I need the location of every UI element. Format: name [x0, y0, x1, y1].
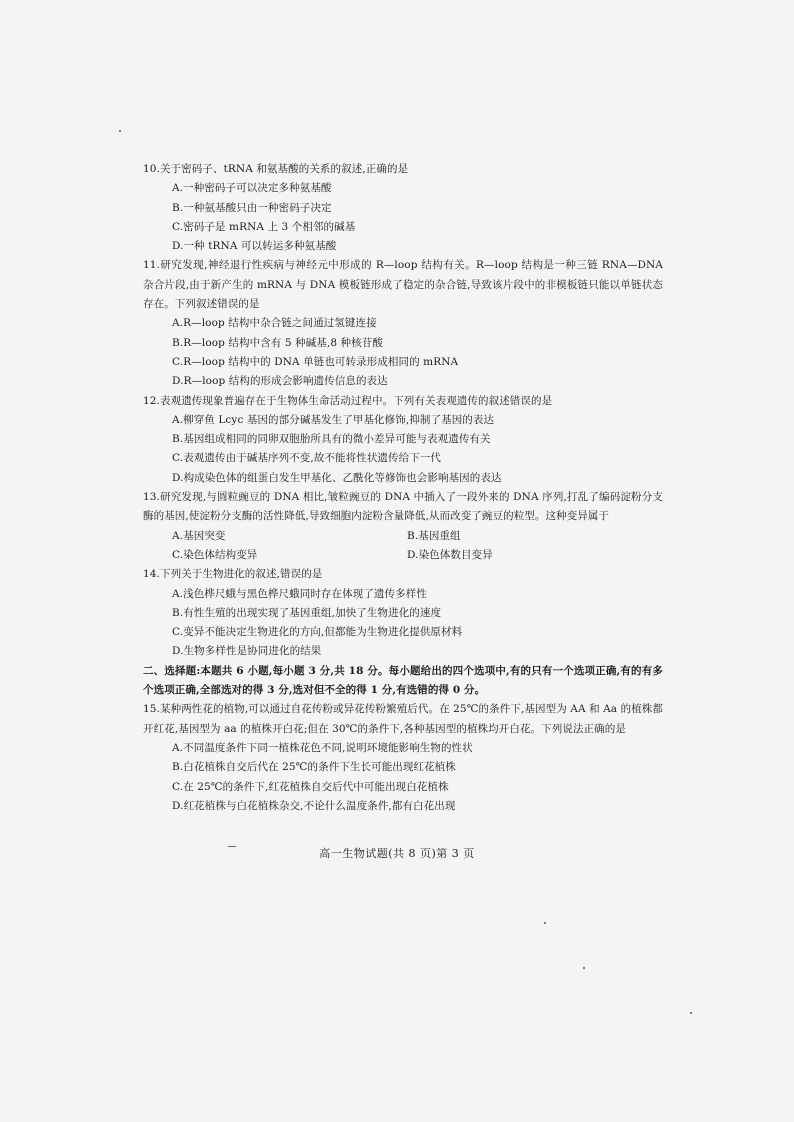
question-stem: 13.研究发现,与圆粒豌豆的 DNA 相比,皱粒豌豆的 DNA 中插入了一段外来的 DNA 序列,打乱了编码淀粉分支酶的基因,使淀粉分支酶的活性降低,导致细胞内淀粉含量降低,从而改变了豌豆的粒型。这种变异属于 — [143, 491, 663, 523]
option: A.R—loop 结构中杂合链之间通过氢键连接 — [172, 317, 377, 330]
option-row — [143, 527, 663, 546]
option: C.染色体结构变异 — [172, 548, 258, 561]
option: B.R—loop 结构中含有 5 种碱基,8 种核苷酸 — [172, 336, 383, 349]
question-14 — [143, 565, 663, 661]
question-stem: 11.研究发现,神经退行性疾病与神经元中形成的 R—loop 结构有关。R—loop 结构是一种三链 RNA—DNA 杂合片段,由于新产生的 mRNA 与 DNA 模板链形成了稳定的杂合链,导致该片段中的非模板链只能以单链状态存在。下列叙述错误的是 — [143, 259, 663, 311]
question-13 — [143, 488, 663, 565]
option: D.红花植株与白花植株杂交,不论什么温度条件,都有白花出现 — [172, 799, 456, 812]
option-row — [143, 546, 663, 565]
option: C.变异不能决定生物进化的方向,但都能为生物进化提供原材料 — [172, 626, 463, 639]
question-15 — [143, 700, 663, 816]
question-10 — [143, 160, 663, 256]
scan-speck — [690, 1012, 692, 1014]
scan-speck — [119, 130, 121, 132]
option: D.R—loop 结构的形成会影响遗传信息的表达 — [172, 375, 388, 388]
option: C.表观遗传由于碱基序列不变,故不能将性状遗传给下一代 — [172, 452, 442, 465]
option: D.构成染色体的组蛋白发生甲基化、乙酰化等修饰也会影响基因的表达 — [172, 471, 502, 484]
page-footer: 高一生物试题(共 8 页)第 3 页 — [319, 847, 475, 860]
option: D.染色体数目变异 — [407, 548, 493, 561]
option: C.密码子是 mRNA 上 3 个相邻的碱基 — [172, 220, 356, 233]
option: C.R—loop 结构中的 DNA 单链也可转录形成相同的 mRNA — [172, 355, 459, 368]
scan-speck — [544, 922, 546, 924]
option: B.白花植株自交后代在 25℃的条件下生长可能出现红花植株 — [172, 761, 456, 774]
question-stem: 15.某种两性花的植物,可以通过自花传粉或异花传粉繁殖后代。在 25℃的条件下,基因型为 AA 和 Aa 的植株都开红花,基因型为 aa 的植株开白花;但在 30℃的条件下,各种基因型的植株均开白花。下列说法正确的是 — [143, 703, 663, 735]
option: A.不同温度条件下同一植株花色不同,说明环境能影响生物的性状 — [172, 741, 473, 754]
option: A.柳穿鱼 Lcyc 基因的部分碱基发生了甲基化修饰,抑制了基因的表达 — [172, 413, 495, 426]
question-11 — [143, 256, 663, 391]
option: C.在 25℃的条件下,红花植株自交后代中可能出现白花植株 — [172, 780, 449, 793]
option: B.基因组成相同的同卵双胞胎所具有的微小差异可能与表观遗传有关 — [172, 433, 491, 446]
section-heading: 二、选择题:本题共 6 小题,每小题 3 分,共 18 分。每小题给出的四个选项中,有的只有一个选项正确,有的有多个选项正确,全部选对的得 3 分,选对但不全的得 1 分,有选错的得 0 分。 — [143, 664, 663, 697]
option: A.基因突变 — [172, 529, 226, 542]
question-stem: 10.关于密码子、tRNA 和氨基酸的关系的叙述,正确的是 — [143, 163, 409, 175]
question-stem: 14.下列关于生物进化的叙述,错误的是 — [143, 568, 323, 581]
exam-content — [143, 160, 663, 816]
option: D.一种 tRNA 可以转运多种氨基酸 — [172, 240, 337, 253]
option: B.一种氨基酸只由一种密码子决定 — [172, 201, 332, 214]
option: A.浅色桦尺蛾与黑色桦尺蛾同时存在体现了遗传多样性 — [172, 587, 427, 600]
option: B.基因重组 — [407, 529, 461, 542]
question-stem: 12.表观遗传现象普遍存在于生物体生命活动过程中。下列有关表观遗传的叙述错误的是 — [143, 394, 553, 407]
scan-speck — [583, 967, 585, 969]
option: A.一种密码子可以决定多种氨基酸 — [172, 182, 332, 195]
option: D.生物多样性是协同进化的结果 — [172, 645, 322, 658]
option: B.有性生殖的出现实现了基因重组,加快了生物进化的速度 — [172, 606, 442, 619]
question-12 — [143, 392, 663, 488]
